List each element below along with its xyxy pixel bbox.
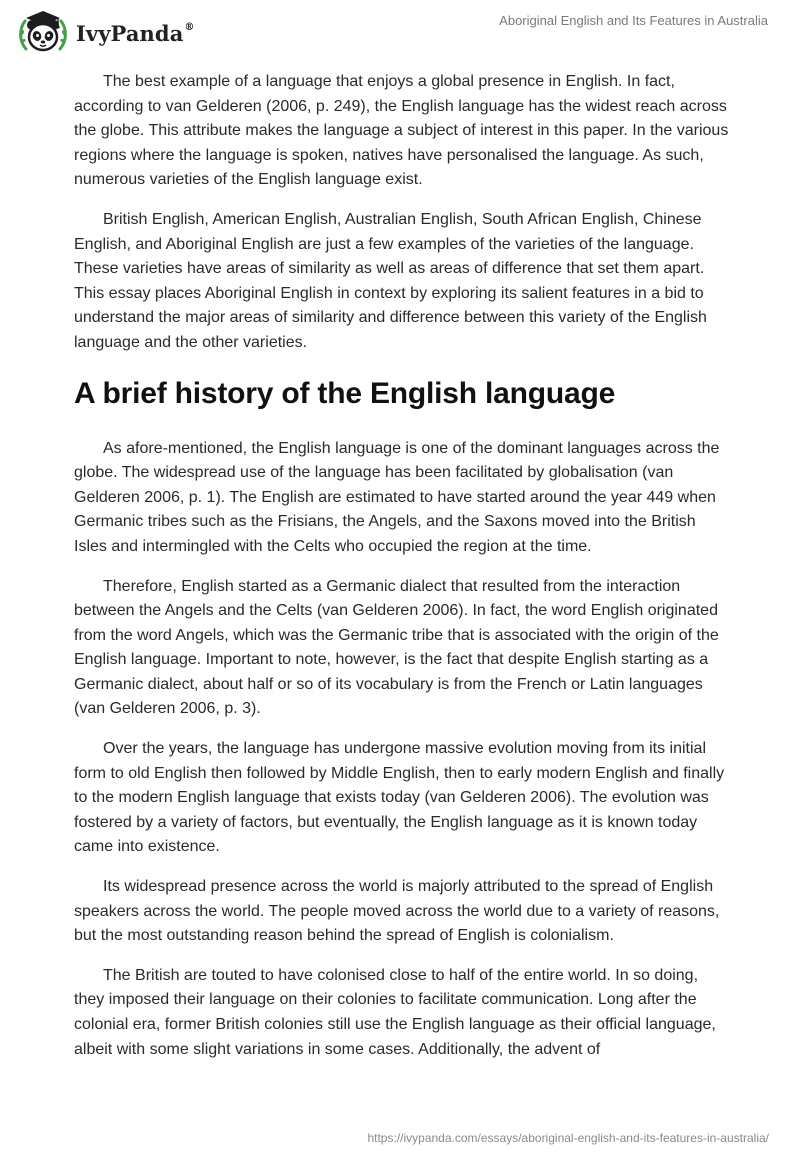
paragraph: Over the years, the language has undergone massive evolution moving from its initial form to old English then followed by Middle English, then to early modern English and finally to the modern English language that exists today (van Gelderen 2006). The evolution was fostered by a variety of factors, but eventually, the English language as it is known today came into existence. [74, 740, 725, 856]
paragraph: The best example of a language that enjoys a global presence in English. In fact, according to van Gelderen (2006, p. 249), the English language has the widest reach across the globe. This attribute makes the language a subject of interest in this paper. In the various regions where the language is spoken, natives have personalised the language. As such, numerous varieties of the English language exist. [74, 73, 729, 189]
paragraph: Its widespread presence across the world is majorly attributed to the spread of English speakers across the world. The people moved across the world due to a variety of reasons, but the most outstanding reason behind the spread of English is colonialism. [74, 878, 720, 945]
paragraph: The British are touted to have colonised close to half of the entire world. In so doing, they imposed their language on their colonies to facilitate communication. Long after the colonial era, former British colonies still use the English language as their official language, albeit with some slight variations in some cases. Additionally, the advent of [74, 966, 716, 1058]
brand-name [76, 21, 195, 46]
ivypanda-logo[interactable] [16, 7, 195, 57]
panda-graduate-icon [16, 7, 70, 57]
source-url-link[interactable]: https://ivypanda.com/essays/aboriginal-english-and-its-features-in-australia/ [367, 1131, 769, 1145]
essay-content [74, 70, 730, 1077]
registered-mark: ® [184, 21, 195, 33]
paragraph: As afore-mentioned, the English language is one of the dominant languages across the globe. The widespread use of the language has been facilitated by globalisation (van Gelderen 2006, p. 1). The English are estimated to have started around the year 449 when Germanic tribes such as the Frisians, the Angels, and the Saxons moved into the British Isles and intermingled with the Celts who occupied the region at the time. [74, 439, 720, 555]
paragraph: British English, American English, Australian English, South African English, Chinese English, and Aboriginal English are just a few examples of the varieties of the language. These varieties have areas of similarity as well as areas of difference that set them apart. This essay places Aboriginal English in context by exploring its salient features in a bid to understand the major areas of similarity and difference between this variety of the English language and the other varieties. [74, 210, 707, 351]
section-heading: A brief history of the English language [74, 376, 616, 410]
brand-name-text: IvyPanda [76, 20, 184, 46]
document-title: Aboriginal English and Its Features in Australia [499, 13, 768, 28]
paragraph: Therefore, English started as a Germanic dialect that resulted from the interaction between the Angels and the Celts (van Gelderen 2006). In fact, the word English originated from the word Angels, which was the Germanic tribe that is associated with the origin of the English language. Important to note, however, is the fact that despite English starting as a Germanic dialect, about half or so of its vocabulary is from the French or Latin languages (van Gelderen 2006, p. 3). [74, 577, 719, 718]
page-header [0, 0, 800, 64]
